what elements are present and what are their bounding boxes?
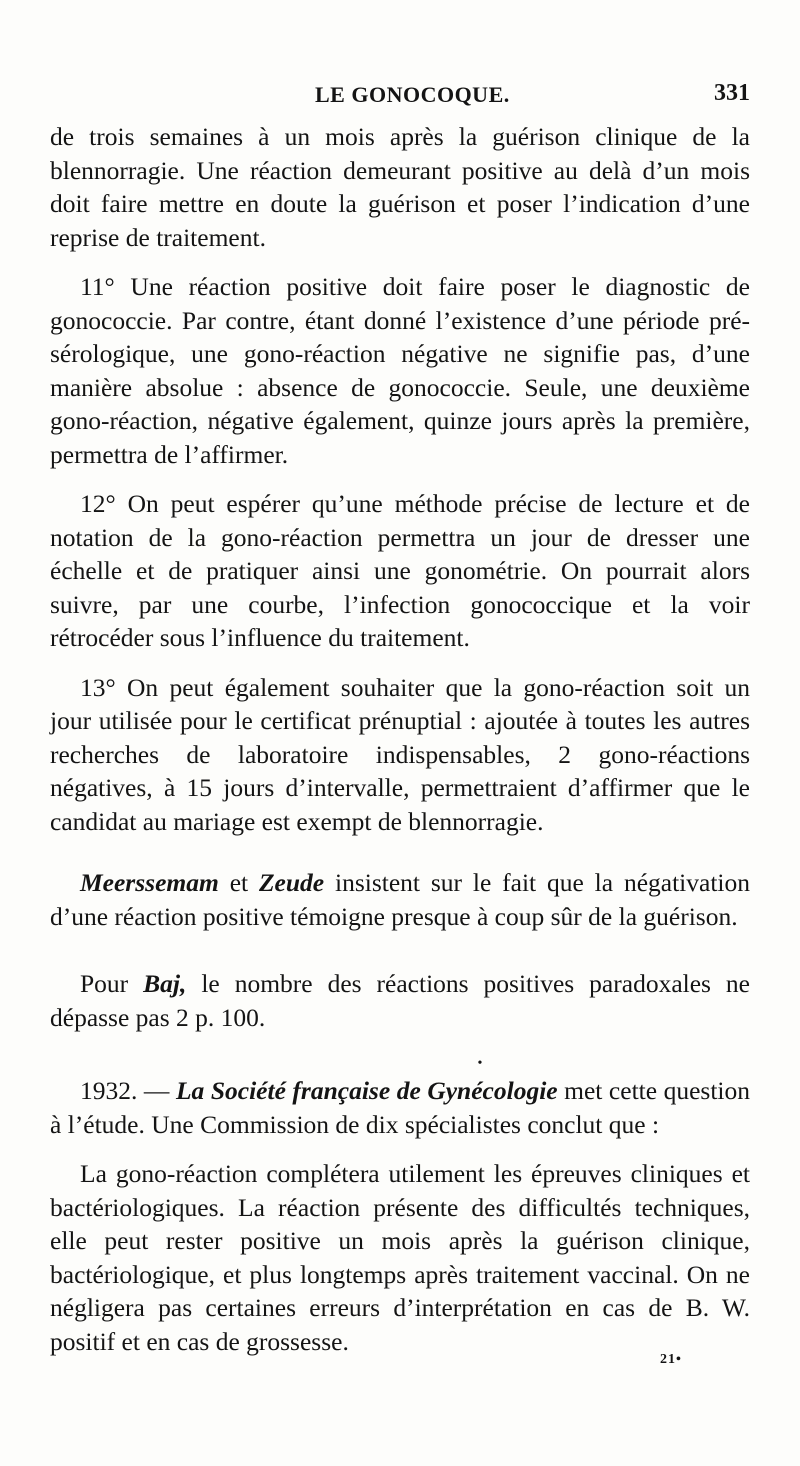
author-meerssemam: Meerssemam	[80, 868, 219, 897]
page-header	[50, 70, 750, 120]
paragraph-meerssemam	[50, 866, 750, 933]
paragraph-13: 13° On peut également souhaiter que la gono-réaction soit un jour utilisée pour le certificat prénuptial : ajoutée à toutes les autres recherches de laboratoire indispensables, 2 gono-réactions négatives, à 15 jours d’intervalle, permettraient d’affirmer que le candidat au mariage est exempt de blennorragie.	[50, 672, 750, 836]
society-name: La Société française de Gynécologie	[175, 1076, 558, 1105]
paragraph-1: de trois semaines à un mois après la guérison clinique de la blennorragie. Une réaction demeurant positive au delà d’un mois doit faire mettre en doute la guérison et poser l’indication d’une reprise de traitement.	[50, 122, 750, 252]
page-number: 331	[714, 80, 750, 106]
author-baj: Baj,	[143, 969, 187, 998]
paragraph-conclusion: La gono-réaction complétera utilement les épreuves cliniques et bactériologiques. La réaction présente des difficultés techniques, elle peut rester positive un mois après la guérison clinique, bactériologique, et plus longtemps après traitement vaccinal. On ne négligera pas certaines erreurs d’interprétation en cas de B. W. positif et en cas de grossesse.	[50, 1159, 750, 1356]
paragraph-text: insistent sur le fait que la négativation d’une réaction positive témoigne presque à coup sûr de la guérison.	[50, 868, 750, 931]
book-page	[50, 70, 750, 1358]
author-zeude: Zeude	[258, 868, 325, 897]
paragraph-text: met cette question à l’étude. Une Commission de dix spécialistes conclut que :	[50, 1076, 751, 1139]
paragraph-text: le nombre des réactions positives paradoxales ne dépasse pas 2 p. 100.	[50, 969, 750, 1032]
page-body	[50, 120, 750, 1358]
paragraph-11: 11° Une réaction positive doit faire poser le diagnostic de gonococcie. Par contre, étant donné l’existence d’une période pré-sérologique, une gono-réaction négative ne signifie pas, d’une manière absolue : absence de gonococcie. Seule, une deuxième gono-réaction, négative également, quinze jours après la première, permettra de l’affirmer.	[50, 272, 750, 469]
separator-bullet: •	[477, 1056, 483, 1071]
paragraph-baj	[50, 967, 750, 1034]
conjunction: et	[218, 868, 259, 897]
running-title: LE GONOCOQUE.	[315, 82, 510, 107]
year-lead: 1932. —	[80, 1076, 176, 1105]
paragraph-12: 12° On peut espérer qu’une méthode précise de lecture et de notation de la gono-réaction permettra un jour de dresser une échelle et de pratiquer ainsi une gonométrie. On pourrait alors suivre, par une courbe, l’infection gonococcique et la voir rétrocéder sous l’influence du traitement.	[50, 489, 750, 652]
printer-signature: 21•	[660, 1352, 682, 1367]
paragraph-1932	[50, 1074, 750, 1141]
paragraph-lead: Pour	[80, 969, 144, 998]
